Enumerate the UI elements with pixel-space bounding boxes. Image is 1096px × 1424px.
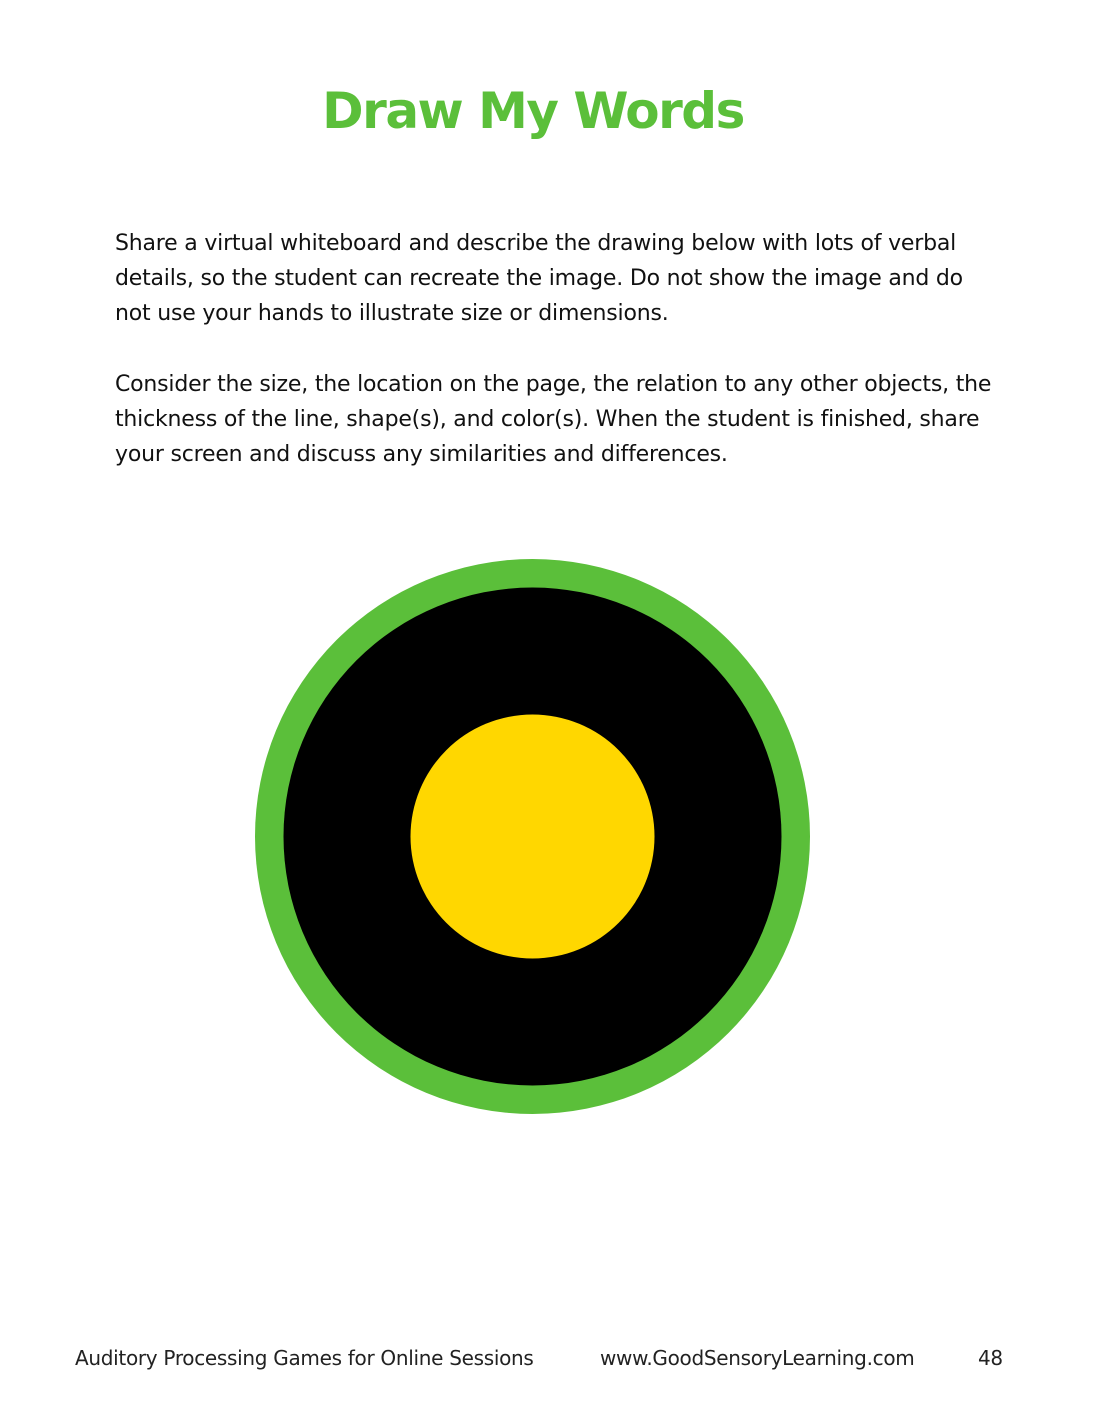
page-title: Draw My Words [322,82,744,140]
page-number: 48 [978,1346,1003,1370]
target-drawing [255,559,810,1114]
considerations-paragraph: Consider the size, the location on the page, the relation to any other objects, the thickness of the line, shape(s), and color(s). When the student is finished, share your screen and discuss any similarities and differences. [115,372,992,467]
footer-website-link[interactable]: www.GoodSensoryLearning.com [600,1346,915,1370]
yellow-circle [411,715,655,959]
instructions-paragraph: Share a virtual whiteboard and describe the drawing below with lots of verbal details, so the student can recreate the image. Do not show the image and do not use your hands to illustrate size or dimensions. [115,231,963,326]
footer-book-title: Auditory Processing Games for Online Sessions [75,1346,534,1370]
